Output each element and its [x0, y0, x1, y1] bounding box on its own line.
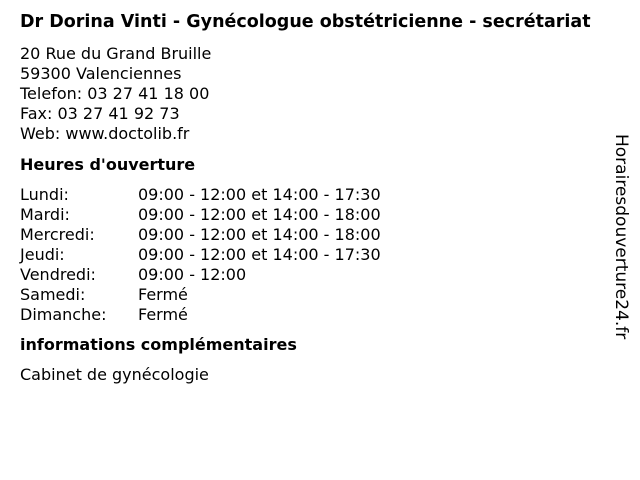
hours-row-sunday — [20, 305, 600, 325]
day-label: Dimanche: — [20, 305, 107, 324]
site-watermark: Horairesdouverture24.fr — [611, 134, 631, 340]
day-label: Mercredi: — [20, 225, 95, 244]
opening-hours-heading: Heures d'ouverture — [20, 155, 196, 174]
page-title: Dr Dorina Vinti - Gynécologue obstétricienne - secrétariat — [20, 12, 591, 32]
opening-hours-table — [20, 185, 600, 325]
phone-number: Telefon: 03 27 41 18 00 — [20, 84, 210, 103]
additional-info-text: Cabinet de gynécologie — [20, 365, 209, 384]
hours-row-wednesday — [20, 225, 600, 245]
address-block — [20, 44, 600, 144]
fax-number: Fax: 03 27 41 92 73 — [20, 104, 180, 123]
hours-row-saturday — [20, 285, 600, 305]
day-label: Lundi: — [20, 185, 69, 204]
time-range: 09:00 - 12:00 et 14:00 - 18:00 — [138, 225, 381, 244]
time-range: 09:00 - 12:00 et 14:00 - 17:30 — [138, 185, 381, 204]
time-range: Fermé — [138, 305, 188, 324]
time-range: 09:00 - 12:00 et 14:00 - 17:30 — [138, 245, 381, 264]
time-range: 09:00 - 12:00 — [138, 265, 247, 284]
business-info-card — [20, 12, 600, 385]
city-postcode: 59300 Valenciennes — [20, 64, 182, 83]
additional-info-heading: informations complémentaires — [20, 335, 297, 354]
hours-row-thursday — [20, 245, 600, 265]
day-label: Samedi: — [20, 285, 86, 304]
hours-row-monday — [20, 185, 600, 205]
hours-row-friday — [20, 265, 600, 285]
day-label: Mardi: — [20, 205, 70, 224]
day-label: Jeudi: — [20, 245, 65, 264]
time-range: 09:00 - 12:00 et 14:00 - 18:00 — [138, 205, 381, 224]
street-address: 20 Rue du Grand Bruille — [20, 44, 212, 63]
website: Web: www.doctolib.fr — [20, 124, 190, 143]
hours-row-tuesday — [20, 205, 600, 225]
time-range: Fermé — [138, 285, 188, 304]
day-label: Vendredi: — [20, 265, 96, 284]
